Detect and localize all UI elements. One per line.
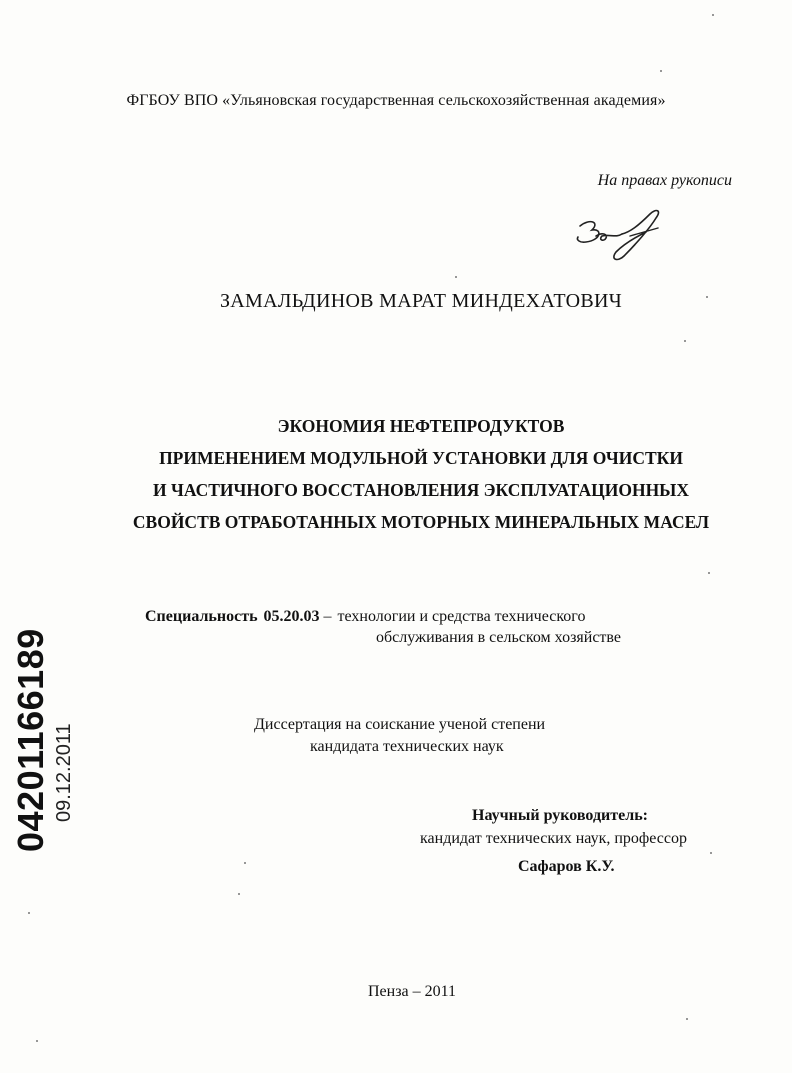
handwritten-signature	[572, 204, 672, 264]
specialty-block	[145, 606, 621, 646]
dissertation-title	[0, 410, 792, 538]
scan-speck	[712, 14, 714, 16]
scan-speck	[455, 276, 457, 278]
specialty-name-line2: обслуживания в сельском хозяйстве	[376, 629, 621, 646]
title-line: СВОЙСТВ ОТРАБОТАННЫХ МОТОРНЫХ МИНЕРАЛЬНЫХ МАСЕЛ	[132, 512, 710, 532]
degree-line2: кандидата технических наук	[310, 738, 504, 755]
scan-speck	[28, 912, 30, 914]
scan-speck	[244, 862, 246, 864]
advisor-block	[420, 804, 687, 878]
place-and-year: Пенза – 2011	[368, 983, 457, 1000]
title-line: И ЧАСТИЧНОГО ВОССТАНОВЛЕНИЯ ЭКСПЛУАТАЦИОННЫХ	[153, 480, 689, 500]
scan-speck	[708, 572, 710, 574]
author-name: ЗАМАЛЬДИНОВ МАРАТ МИНДЕХАТОВИЧ	[219, 290, 623, 312]
manuscript-note: На правах рукописи	[597, 172, 732, 189]
scan-speck	[660, 70, 662, 72]
scan-speck	[36, 1040, 38, 1042]
title-line: ПРИМЕНЕНИЕМ МОДУЛЬНОЙ УСТАНОВКИ ДЛЯ ОЧИСТКИ	[159, 448, 683, 468]
specialty-label: Специальность	[145, 608, 258, 625]
advisor-heading: Научный руководитель:	[472, 807, 648, 824]
advisor-name: Сафаров К.У.	[518, 858, 615, 875]
scan-speck	[238, 893, 240, 895]
dissertation-degree	[254, 714, 545, 758]
advisor-degree: кандидат технических наук, профессор	[420, 830, 687, 847]
specialty-name-line1: технологии и средства технического	[337, 608, 586, 625]
specialty-dash: –	[323, 608, 332, 625]
degree-line1: Диссертация на соискание ученой степени	[254, 716, 546, 733]
scan-speck	[686, 1018, 688, 1020]
organization-name: ФГБОУ ВПО «Ульяновская государственная сельскохозяйственная академия»	[126, 92, 666, 109]
specialty-code: 05.20.03	[263, 608, 320, 625]
title-line: ЭКОНОМИЯ НЕФТЕПРОДУКТОВ	[277, 416, 565, 436]
library-stamp-code: 04201166189	[10, 628, 51, 852]
scan-speck	[710, 852, 712, 854]
scan-speck	[684, 340, 686, 342]
library-stamp-date: 09.12.2011	[53, 723, 75, 822]
scan-speck	[706, 296, 708, 298]
